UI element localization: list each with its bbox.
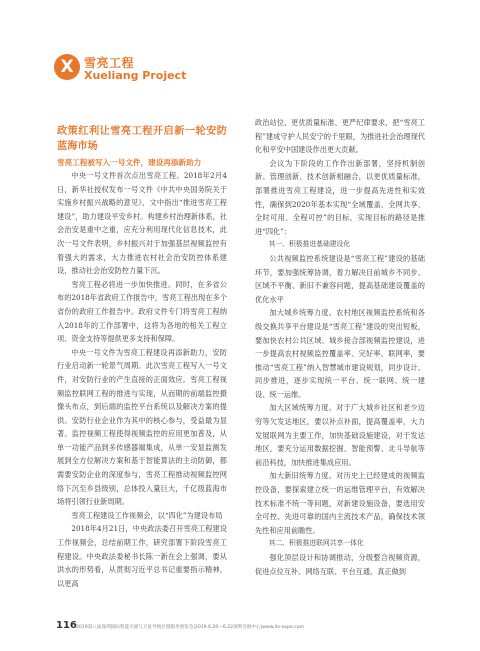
paragraph: 中央一号文件为雪亮工程建设再添新助力，安防行业启动新一轮景气周期。此次雪亮工程写入一号文件，对安防行业的产生直接的正面效应。雪亮工程视频监控联网工程的推进与实现，从而期的前端监控摄像头布点，到后端的监控平台系统以及解决方案的提供。安防行业企业作为其中的核心参与，受益最为显著。监控视频工程使得视频监控的应用更加普及，从单一功能产品到多传感器端集成，从单一安显监测发展到全方位解决方案和基于智能算法的主动防御，都需要安防企业的深度参与，雪亮工程推动视频监控网络下沉至乡县级别，总体投入量巨大，千亿级蓝海市场将引领行业新周期。	[57, 347, 227, 507]
paragraph: 强化顶层设计和协调推动，分级整合视频资源，促进点位互补、网络互联、平台互通，真正做到	[255, 553, 425, 576]
article-subtitle: 雪亮工程被写入一号文件，建设再添新助力	[57, 158, 202, 167]
paragraph: 中央一号文件首次点出雪亮工程。2018年2月4日，新华社授权发布一号文件《中共中央国务院关于实施乡村振兴战略的意见》，文中指出“推进雪亮工程建设”，助力建设平安乡村。构建乡村治理新体系，社会治安是重中之重，应充分利用现代化信息技术，此次一号文件表明，乡村振兴对于加强基层视频监控有着强大的需求，大力推进农村社会治安防控体系建设，推动社会治安防控力量下沉。	[57, 171, 227, 276]
paragraph: 雪亮工程建设工作视频会，以“四化”为建设布局	[71, 510, 223, 520]
left-column	[57, 124, 227, 590]
section-heading: 其二、积极推进联网共享一体化	[268, 539, 364, 548]
page-number: 116	[56, 620, 77, 631]
section-heading: 其一、积极推进基础建设化	[268, 240, 351, 249]
paragraph: 政治站位、更优质量标准、更严纪律要求，把“雪亮工程”建成守护人民安宁的千里眼，为推进社会治理现代化和平安中国建设作出更大贡献。	[255, 118, 425, 155]
paragraph: 加大城乡统筹力度。农村地区视频监控系统和各级交换共享平台建设是“雪亮工程”建设的突出短板，要加快农村公共区域、城乡接合部视频监控建设，进一步提高农村视频监控覆盖率、完好率、联网率，要推动“雪亮工程”纳入智慧城市建设规划，同步设计、同步推进，逐步实现统一平台、统一联网、统一建设、统一运维。	[255, 308, 425, 399]
paragraph: 加大新旧统筹力度。对历史上已经建成的视频监控设备，要探索建立统一的运维管理平台，有效解决技术标准不统一等问题，对新建设施设备，要选用安全可控、先进可靠的国内主流技术产品，确保技术领先性和应用前瞻性。	[255, 471, 425, 535]
paragraph: 公共视频监控系统建设是“雪亮工程”建设的基础环节，要加强统筹协调，着力解决目前城乡不同步、区域不平衡、新旧不兼容问题，提高基础建设覆盖的优化水平	[255, 253, 425, 304]
paragraph: 加大区域统筹力度。对于广大城乡社区和老少边穷等欠发达地区，要以补点补面，提高覆盖率，大力发展联网为主要工作，加快基础设施建设，对于发达地区，要充分运用数据挖掘、智能预警、北斗导航等前沿科技，加快推进集成应用。	[255, 403, 425, 467]
right-column	[255, 116, 425, 578]
article-title: 政策红利让雪亮工程开启新一轮安防蓝海市场	[57, 126, 227, 152]
paragraph: 会议为下阶段的工作作出新部署，坚持机制创新、管理创新、技术创新相融合，以更优质量标准，部署推进雪亮工程建设，进一步提高先进性和实效性，确保到2020年基本实现“全域覆盖、全网共享、全时可用、全程可控”的目标，实现目标的路径是推进“四化”：	[255, 158, 425, 236]
section-title-cn: 雪亮工程	[84, 56, 135, 70]
footer-text: 2019第八届深圳国际智能交通与卫星导航位置服务展览会|2019.6.20—6.22深圳会展中心|www.its-expo.com	[76, 625, 305, 630]
section-title-en: Xueliang Project	[84, 69, 187, 82]
paragraph: 2018年4月21日，中央政法委召开雪亮工程建设工作视频会，总结前期工作，研究部署下阶段雪亮工程建设。中央政法委秘书长陈一新在会上强调，要从洪水的形势看，从贯彻习近平总书记重要指示精神，以更高	[57, 524, 227, 588]
paragraph: 雪亮工程必将进一步加快推进。同时，在多省公布的2018年省政府工作报告中，雪亮工程出现在多个省份的政府工作报告中。政府文件专门将雪亮工程纳入2018年的工作部署中，这将为各地的相关工程立项、资金支持等提供更多支持和保障。	[57, 279, 227, 344]
brand-logo-icon: X	[54, 54, 80, 80]
